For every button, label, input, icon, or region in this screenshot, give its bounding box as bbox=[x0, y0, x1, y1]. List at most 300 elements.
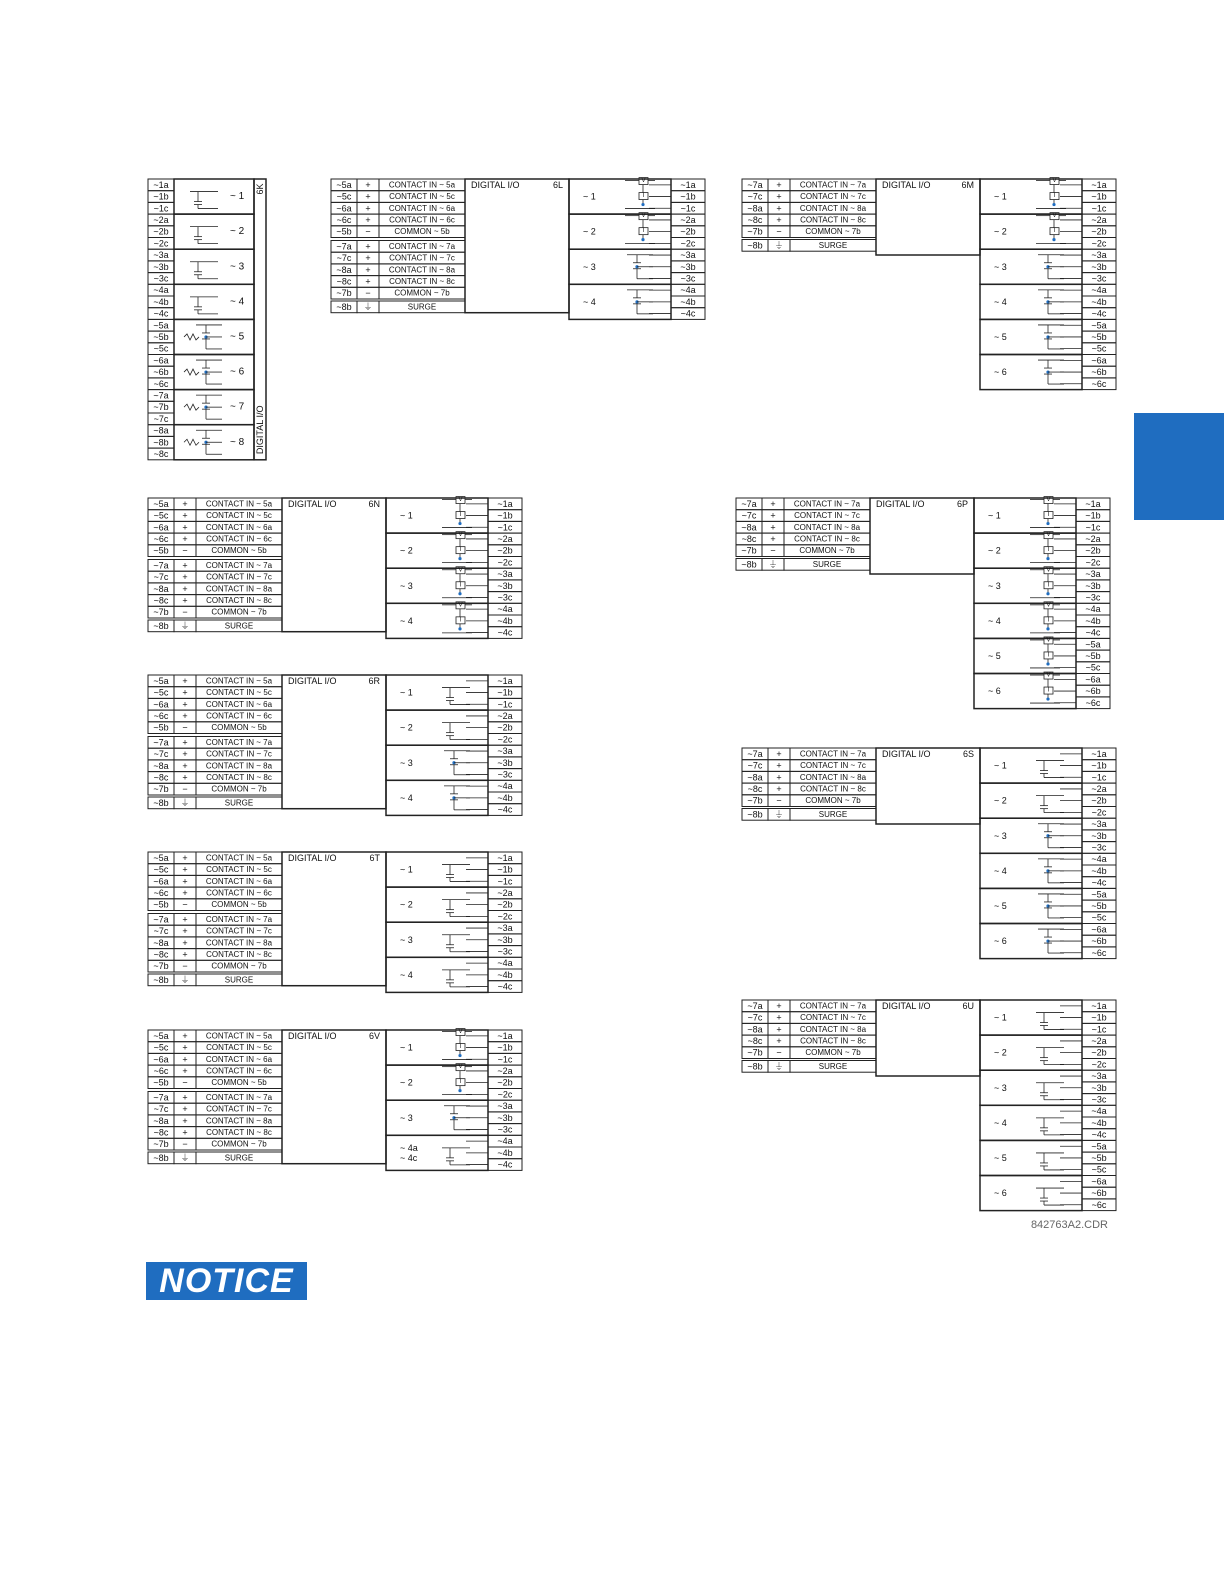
input-terminal-label: ~7b bbox=[747, 1047, 763, 1058]
input-label: CONTACT IN ~ 8a bbox=[799, 772, 867, 782]
input-terminal-label: ~7b bbox=[747, 226, 763, 237]
input-terminal-label: ~8a bbox=[741, 522, 757, 533]
contact-dot bbox=[1046, 627, 1049, 630]
output-terminal-label: ~1c bbox=[1091, 1024, 1107, 1035]
output-terminal-label: ~3b bbox=[1091, 1082, 1107, 1093]
output-terminal-label: ~3b bbox=[1085, 580, 1101, 591]
output-number: ~ 1 bbox=[400, 687, 413, 698]
voltage-label: V bbox=[458, 1029, 463, 1036]
contact-dot bbox=[641, 238, 644, 241]
module-6p bbox=[736, 497, 1110, 709]
output-terminal-label: ~1c bbox=[680, 203, 696, 214]
output-terminal-label: ~2c bbox=[153, 238, 169, 249]
module-body bbox=[870, 498, 974, 574]
output-terminal-label: ~4a bbox=[680, 285, 696, 296]
output-number: ~ 4 bbox=[994, 865, 1007, 876]
module-body bbox=[282, 1030, 386, 1164]
input-terminal-label: ~8b bbox=[747, 240, 763, 251]
output-terminal-label: ~3a bbox=[1091, 819, 1107, 830]
input-terminal-label: ~7a bbox=[153, 737, 169, 748]
polarity-label: − bbox=[182, 545, 188, 556]
output-number: ~ 4 bbox=[400, 792, 413, 803]
polarity-label: + bbox=[365, 276, 371, 287]
output-terminal-label: ~2b bbox=[1091, 226, 1107, 237]
polarity-label: + bbox=[365, 203, 371, 214]
output-number: ~ 3 bbox=[994, 830, 1007, 841]
module-body bbox=[282, 675, 386, 809]
module-code: 6M bbox=[961, 180, 974, 190]
input-label: CONTACT IN ~ 7c bbox=[800, 192, 866, 202]
output-terminal-label: ~4c bbox=[680, 308, 696, 319]
output-terminal-label: ~4a bbox=[497, 958, 513, 969]
output-terminal-label: ~3a bbox=[680, 250, 696, 261]
input-label: CONTACT IN ~ 5c bbox=[206, 511, 272, 521]
input-terminal-label: ~6a bbox=[153, 1054, 169, 1065]
polarity-label: + bbox=[776, 203, 782, 214]
polarity-label: + bbox=[182, 498, 188, 509]
output-terminal-label: ~2a bbox=[1091, 214, 1107, 225]
input-terminal-label: ~6a bbox=[336, 203, 352, 214]
module-code: 6L bbox=[552, 180, 563, 190]
output-terminal-label: ~4a bbox=[1091, 854, 1107, 865]
output-terminal-label: ~2c bbox=[497, 911, 513, 922]
voltage-label: V bbox=[641, 213, 646, 220]
input-terminal-label: ~8c bbox=[153, 949, 169, 960]
output-number: ~ 3 bbox=[400, 1112, 413, 1123]
input-terminal-label: ~7a bbox=[747, 1000, 763, 1011]
polarity-label: + bbox=[365, 214, 371, 225]
output-number: ~ 2 bbox=[230, 226, 245, 238]
output-terminal-label: ~2c bbox=[680, 238, 696, 249]
voltage-label: V bbox=[1046, 672, 1051, 679]
polarity-label: + bbox=[182, 710, 188, 721]
polarity-label: ⏚ bbox=[180, 620, 190, 631]
input-terminal-label: ~6c bbox=[153, 533, 169, 544]
output-terminal-label: ~4b bbox=[497, 615, 513, 626]
input-label: CONTACT IN ~ 7c bbox=[794, 511, 860, 521]
input-label: SURGE bbox=[224, 621, 254, 631]
input-label: CONTACT IN ~ 8a bbox=[799, 203, 867, 213]
contact-dot bbox=[458, 627, 461, 630]
output-terminal-label: ~1b bbox=[497, 1042, 513, 1053]
output-terminal-label: ~3c bbox=[497, 769, 513, 780]
input-terminal-label: ~7a bbox=[747, 748, 763, 759]
polarity-label: ⏚ bbox=[363, 301, 373, 312]
output-terminal-label: ~1c bbox=[497, 1054, 513, 1065]
polarity-label: − bbox=[776, 226, 782, 237]
input-terminal-label: ~5a bbox=[153, 675, 169, 686]
output-terminal-label: ~5a bbox=[1091, 889, 1107, 900]
output-number: ~ 3 bbox=[583, 261, 596, 272]
polarity-label: + bbox=[365, 241, 371, 252]
output-terminal-label: ~2a bbox=[1085, 533, 1101, 544]
polarity-label: + bbox=[182, 595, 188, 606]
polarity-label: − bbox=[776, 795, 782, 806]
module-body bbox=[282, 498, 386, 632]
input-terminal-label: ~7c bbox=[747, 191, 763, 202]
output-terminal-label: ~8c bbox=[153, 448, 169, 459]
output-terminal-label: ~2b bbox=[497, 722, 513, 733]
output-number: ~ 5 bbox=[994, 1152, 1007, 1163]
input-terminal-label: ~7b bbox=[741, 545, 757, 556]
input-label: COMMON ~ 5b bbox=[394, 227, 450, 237]
module-body bbox=[465, 179, 569, 313]
output-number: ~ 6 bbox=[230, 366, 245, 378]
output-terminal-label: ~5c bbox=[1091, 1164, 1107, 1175]
output-terminal-label: ~1a bbox=[497, 852, 513, 863]
polarity-label: + bbox=[776, 772, 782, 783]
input-label: CONTACT IN ~ 7c bbox=[206, 926, 272, 936]
input-label: CONTACT IN ~ 7c bbox=[800, 1013, 866, 1023]
polarity-label: + bbox=[182, 1092, 188, 1103]
output-terminal-label: ~1c bbox=[497, 876, 513, 887]
input-label: CONTACT IN ~ 7c bbox=[206, 1104, 272, 1114]
input-label: CONTACT IN ~ 7a bbox=[388, 241, 456, 251]
input-terminal-label: ~7a bbox=[747, 179, 763, 190]
output-terminal-label: ~1a bbox=[497, 1030, 513, 1041]
output-terminal-label: ~2c bbox=[1091, 1059, 1107, 1070]
output-terminal-label: ~2c bbox=[1091, 807, 1107, 818]
output-number: ~ 4 bbox=[400, 615, 413, 626]
input-terminal-label: ~7c bbox=[741, 510, 757, 521]
input-label: CONTACT IN ~ 5a bbox=[205, 676, 273, 686]
input-terminal-label: ~6a bbox=[153, 522, 169, 533]
input-terminal-label: ~5c bbox=[153, 864, 169, 875]
module-name: DIGITAL I/O bbox=[882, 749, 931, 759]
resistor-symbol bbox=[184, 439, 199, 445]
input-label: CONTACT IN ~ 6a bbox=[388, 203, 456, 213]
polarity-label: + bbox=[182, 737, 188, 748]
output-terminal-label: ~3a bbox=[1091, 1071, 1107, 1082]
output-terminal-label: ~1c bbox=[1091, 203, 1107, 214]
output-terminal-label: ~5b bbox=[1091, 331, 1107, 342]
input-label: SURGE bbox=[812, 559, 842, 569]
input-label: CONTACT IN ~ 5a bbox=[388, 180, 456, 190]
output-terminal-label: ~3c bbox=[680, 273, 696, 284]
polarity-label: + bbox=[182, 937, 188, 948]
input-terminal-label: ~5c bbox=[153, 510, 169, 521]
module-6n bbox=[148, 497, 522, 639]
output-terminal-label: ~1b bbox=[153, 191, 169, 202]
polarity-label: + bbox=[776, 760, 782, 771]
polarity-label: − bbox=[770, 545, 776, 556]
output-terminal-label: ~1b bbox=[1091, 760, 1107, 771]
polarity-label: − bbox=[182, 784, 188, 795]
module-code: 6R bbox=[368, 676, 380, 686]
current-label: I bbox=[459, 1044, 462, 1051]
output-number: ~ 2 bbox=[988, 545, 1001, 556]
output-terminal-label: ~2b bbox=[1091, 795, 1107, 806]
input-terminal-label: ~6c bbox=[153, 1065, 169, 1076]
output-terminal-label: ~5a bbox=[1091, 320, 1107, 331]
output-terminal-label: ~3c bbox=[497, 946, 513, 957]
output-terminal-label: ~2c bbox=[497, 1089, 513, 1100]
voltage-label: V bbox=[458, 1064, 463, 1071]
contact-dot bbox=[458, 592, 461, 595]
output-terminal-label: ~3c bbox=[497, 1124, 513, 1135]
contact-dot bbox=[1046, 592, 1049, 595]
output-terminal-label: ~6b bbox=[153, 367, 169, 378]
polarity-label: − bbox=[182, 1077, 188, 1088]
input-label: CONTACT IN ~ 7a bbox=[205, 737, 273, 747]
output-number: ~ 2 bbox=[400, 899, 413, 910]
output-terminal-label: ~3c bbox=[1091, 842, 1107, 853]
output-terminal-label: ~4a bbox=[1091, 1106, 1107, 1117]
output-terminal-label: ~3a bbox=[153, 250, 169, 261]
output-number: ~ 3 bbox=[230, 261, 245, 273]
input-terminal-label: ~8a bbox=[747, 772, 763, 783]
current-label: I bbox=[642, 193, 645, 200]
output-number: ~ 3 bbox=[994, 1082, 1007, 1093]
input-terminal-label: ~8b bbox=[153, 1152, 169, 1163]
input-terminal-label: ~7a bbox=[741, 498, 757, 509]
polarity-label: − bbox=[776, 1047, 782, 1058]
output-number: ~ 1 bbox=[994, 191, 1007, 202]
output-terminal-label: ~4c bbox=[497, 627, 513, 638]
input-terminal-label: ~7c bbox=[153, 926, 169, 937]
output-terminal-label: ~1c bbox=[1091, 772, 1107, 783]
module-body bbox=[876, 748, 980, 824]
output-terminal-label: ~4b bbox=[153, 296, 169, 307]
module-6k bbox=[148, 179, 266, 460]
input-terminal-label: ~7c bbox=[747, 760, 763, 771]
output-number: ~ 5 bbox=[994, 900, 1007, 911]
output-terminal-label: ~4c bbox=[497, 981, 513, 992]
output-terminal-label: ~2b bbox=[497, 545, 513, 556]
input-terminal-label: ~7c bbox=[153, 572, 169, 583]
input-label: CONTACT IN ~ 7a bbox=[799, 749, 867, 759]
output-terminal-label: ~2a bbox=[497, 710, 513, 721]
output-terminal-label: ~7c bbox=[153, 413, 169, 424]
input-terminal-label: ~7c bbox=[153, 1104, 169, 1115]
contact-dot bbox=[458, 522, 461, 525]
input-label: CONTACT IN ~ 7a bbox=[205, 1092, 273, 1102]
input-terminal-label: ~8b bbox=[153, 797, 169, 808]
input-terminal-label: ~5c bbox=[153, 1042, 169, 1053]
input-label: CONTACT IN ~ 6c bbox=[206, 534, 272, 544]
notice-label: NOTICE bbox=[159, 1261, 294, 1300]
current-label: I bbox=[642, 228, 645, 235]
input-label: CONTACT IN ~ 6c bbox=[206, 888, 272, 898]
polarity-label: + bbox=[776, 214, 782, 225]
output-terminal-label: ~1a bbox=[497, 675, 513, 686]
input-label: CONTACT IN ~ 8a bbox=[205, 761, 273, 771]
output-terminal-label: ~6a bbox=[1091, 355, 1107, 366]
polarity-label: + bbox=[182, 1042, 188, 1053]
output-number: ~ 8 bbox=[230, 436, 245, 448]
output-terminal-label: ~4b bbox=[497, 969, 513, 980]
input-label: CONTACT IN ~ 6c bbox=[389, 215, 455, 225]
polarity-label: + bbox=[182, 949, 188, 960]
polarity-label: + bbox=[182, 1030, 188, 1041]
output-terminal-label: ~8a bbox=[153, 425, 169, 436]
input-terminal-label: ~8b bbox=[747, 809, 763, 820]
module-6v bbox=[148, 1029, 522, 1171]
input-terminal-label: ~5a bbox=[153, 498, 169, 509]
input-terminal-label: ~7b bbox=[153, 607, 169, 618]
module-body bbox=[282, 852, 386, 986]
output-number: ~ 1 bbox=[994, 1012, 1007, 1023]
output-number: ~ 2 bbox=[400, 722, 413, 733]
output-number: ~ 1 bbox=[400, 510, 413, 521]
input-terminal-label: ~8c bbox=[741, 533, 757, 544]
input-label: CONTACT IN ~ 8c bbox=[206, 949, 272, 959]
current-label: I bbox=[1047, 652, 1050, 659]
output-terminal-label: ~5c bbox=[1091, 343, 1107, 354]
input-label: COMMON ~ 5b bbox=[211, 723, 267, 733]
input-label: SURGE bbox=[224, 1153, 254, 1163]
current-label: I bbox=[1053, 193, 1056, 200]
figure-code: 842763A2.CDR bbox=[1030, 1219, 1108, 1231]
polarity-label: + bbox=[182, 887, 188, 898]
chapter-side-tab bbox=[1134, 413, 1224, 520]
output-terminal-label: ~4b bbox=[680, 296, 696, 307]
input-label: CONTACT IN ~ 8c bbox=[206, 1127, 272, 1137]
input-label: CONTACT IN ~ 7a bbox=[205, 914, 273, 924]
current-label: I bbox=[459, 617, 462, 624]
polarity-label: + bbox=[182, 560, 188, 571]
output-terminal-label: ~6a bbox=[1091, 1176, 1107, 1187]
output-number: ~ 4 bbox=[994, 296, 1007, 307]
input-label: CONTACT IN ~ 8c bbox=[794, 534, 860, 544]
input-terminal-label: ~5b bbox=[336, 226, 352, 237]
input-terminal-label: ~7a bbox=[153, 1092, 169, 1103]
input-terminal-label: ~5a bbox=[153, 1030, 169, 1041]
polarity-label: + bbox=[182, 699, 188, 710]
polarity-label: + bbox=[182, 749, 188, 760]
polarity-label: + bbox=[365, 191, 371, 202]
output-terminal-label: ~4b bbox=[497, 1147, 513, 1158]
voltage-label: V bbox=[1046, 497, 1051, 504]
voltage-label: V bbox=[1046, 637, 1051, 644]
polarity-label: − bbox=[182, 1139, 188, 1150]
polarity-label: + bbox=[182, 675, 188, 686]
input-label: CONTACT IN ~ 8a bbox=[205, 1116, 273, 1126]
output-terminal-label: ~1c bbox=[153, 203, 169, 214]
output-terminal-label: ~4a bbox=[153, 285, 169, 296]
input-terminal-label: ~5a bbox=[153, 852, 169, 863]
voltage-label: V bbox=[458, 497, 463, 504]
input-label: CONTACT IN ~ 5a bbox=[205, 499, 273, 509]
contact-dot bbox=[1052, 203, 1055, 206]
output-terminal-label: ~4a bbox=[497, 1136, 513, 1147]
output-terminal-label: ~4b bbox=[1085, 615, 1101, 626]
output-terminal-label: ~3b bbox=[497, 1112, 513, 1123]
output-terminal-label: ~4c bbox=[1091, 308, 1107, 319]
output-number: ~ 4c bbox=[400, 1152, 418, 1163]
input-label: CONTACT IN ~ 5a bbox=[205, 853, 273, 863]
output-terminal-label: ~2b bbox=[497, 1077, 513, 1088]
polarity-label: + bbox=[182, 772, 188, 783]
input-label: SURGE bbox=[407, 302, 437, 312]
input-label: CONTACT IN ~ 8c bbox=[206, 772, 272, 782]
input-label: COMMON ~ 7b bbox=[211, 1139, 267, 1149]
input-label: CONTACT IN ~ 8a bbox=[793, 522, 861, 532]
polarity-label: + bbox=[365, 264, 371, 275]
output-terminal-label: ~6a bbox=[1085, 674, 1101, 685]
output-number: ~ 4 bbox=[583, 296, 596, 307]
voltage-label: V bbox=[1046, 567, 1051, 574]
output-terminal-label: ~2a bbox=[1091, 1035, 1107, 1046]
polarity-label: − bbox=[182, 607, 188, 618]
notice-badge bbox=[146, 1262, 307, 1300]
input-label: CONTACT IN ~ 5c bbox=[206, 688, 272, 698]
input-terminal-label: ~6c bbox=[336, 214, 352, 225]
input-terminal-label: ~5c bbox=[336, 191, 352, 202]
output-terminal-label: ~4a bbox=[497, 781, 513, 792]
output-terminal-label: ~4b bbox=[1091, 296, 1107, 307]
contact-dot bbox=[1052, 238, 1055, 241]
output-terminal-label: ~5c bbox=[153, 343, 169, 354]
voltage-label: V bbox=[641, 178, 646, 185]
resistor-symbol bbox=[184, 369, 199, 375]
input-label: CONTACT IN ~ 8a bbox=[799, 1024, 867, 1034]
output-number: ~ 2 bbox=[994, 1047, 1007, 1058]
module-code: 6V bbox=[368, 1031, 380, 1041]
input-terminal-label: ~8c bbox=[747, 783, 763, 794]
input-terminal-label: ~7a bbox=[336, 241, 352, 252]
input-terminal-label: ~8b bbox=[741, 559, 757, 570]
output-number: ~ 1 bbox=[400, 864, 413, 875]
input-terminal-label: ~5a bbox=[336, 179, 352, 190]
output-terminal-label: ~2b bbox=[153, 226, 169, 237]
input-label: CONTACT IN ~ 7c bbox=[206, 572, 272, 582]
input-terminal-label: ~8b bbox=[747, 1061, 763, 1072]
input-label: SURGE bbox=[818, 240, 848, 250]
input-terminal-label: ~5b bbox=[153, 1077, 169, 1088]
output-terminal-label: ~4b bbox=[1091, 865, 1107, 876]
output-number: ~ 1 bbox=[583, 191, 596, 202]
contact-dot bbox=[1046, 557, 1049, 560]
output-terminal-label: ~2a bbox=[153, 214, 169, 225]
input-terminal-label: ~8b bbox=[153, 974, 169, 985]
voltage-label: V bbox=[1052, 178, 1057, 185]
output-terminal-label: ~5c bbox=[1091, 912, 1107, 923]
input-label: CONTACT IN ~ 7c bbox=[800, 761, 866, 771]
output-number: ~ 4 bbox=[988, 615, 1001, 626]
input-terminal-label: ~7b bbox=[747, 795, 763, 806]
input-terminal-label: ~8a bbox=[747, 1024, 763, 1035]
module-6l bbox=[331, 178, 705, 320]
module-name: DIGITAL I/O bbox=[882, 1001, 931, 1011]
output-terminal-label: ~1b bbox=[497, 687, 513, 698]
input-label: CONTACT IN ~ 8c bbox=[389, 276, 455, 286]
input-terminal-label: ~8c bbox=[747, 1035, 763, 1046]
polarity-label: + bbox=[182, 852, 188, 863]
input-terminal-label: ~8a bbox=[153, 760, 169, 771]
input-terminal-label: ~8a bbox=[747, 203, 763, 214]
output-terminal-label: ~4a bbox=[1085, 604, 1101, 615]
input-label: SURGE bbox=[224, 975, 254, 985]
output-terminal-label: ~6c bbox=[1091, 1199, 1107, 1210]
output-terminal-label: ~5c bbox=[1085, 662, 1101, 673]
input-terminal-label: ~8b bbox=[336, 301, 352, 312]
input-label: CONTACT IN ~ 5a bbox=[205, 1031, 273, 1041]
polarity-label: + bbox=[770, 533, 776, 544]
module-name: DIGITAL I/O bbox=[471, 180, 520, 190]
polarity-label: + bbox=[182, 533, 188, 544]
input-label: CONTACT IN ~ 6a bbox=[205, 522, 273, 532]
output-terminal-label: ~6b bbox=[1085, 686, 1101, 697]
output-terminal-label: ~6b bbox=[1091, 367, 1107, 378]
output-terminal-label: ~5a bbox=[1085, 639, 1101, 650]
output-terminal-label: ~1a bbox=[1091, 1000, 1107, 1011]
output-terminal-label: ~4b bbox=[497, 792, 513, 803]
output-terminal-label: ~2b bbox=[1085, 545, 1101, 556]
output-terminal-label: ~6c bbox=[1091, 947, 1107, 958]
output-terminal-label: ~1b bbox=[1091, 1012, 1107, 1023]
current-label: I bbox=[1053, 228, 1056, 235]
